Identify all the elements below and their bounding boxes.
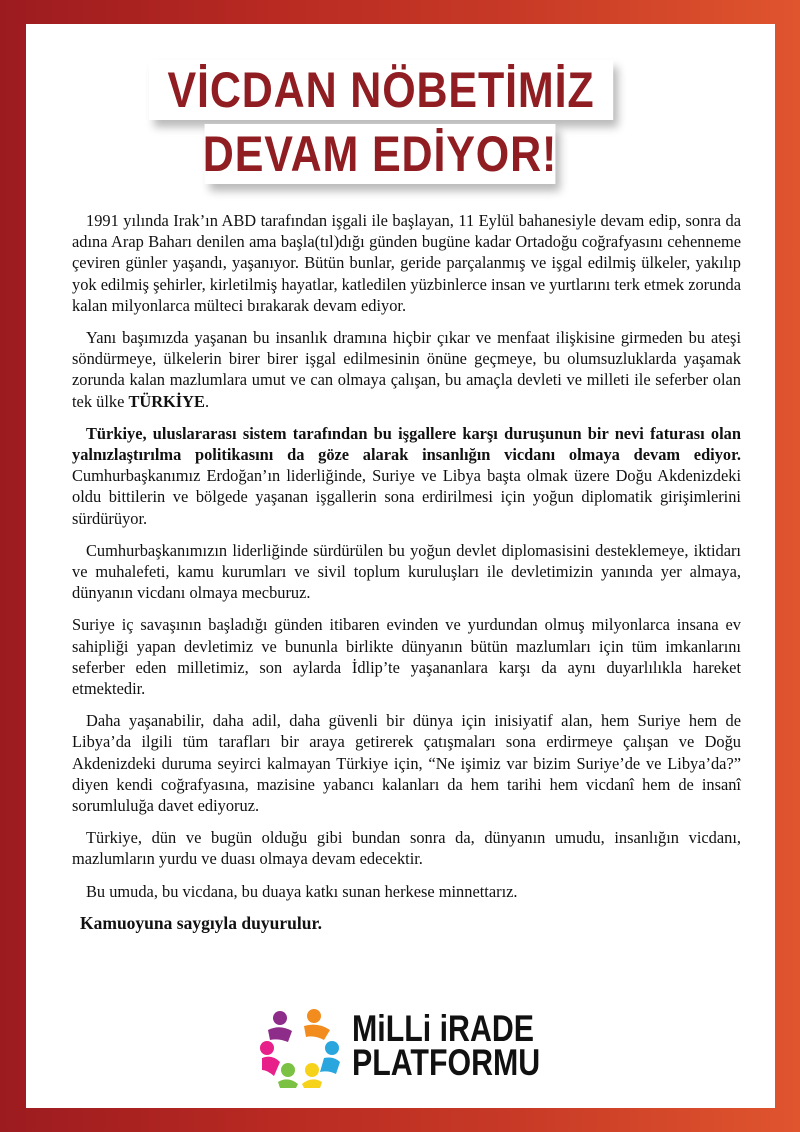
paragraph-2	[72, 327, 741, 412]
paragraph-8: Bu umuda, bu vicdana, bu duaya katkı sunan herkese minnettarız.	[86, 881, 518, 901]
paragraph-3-bold: Türkiye, uluslararası sistem tarafından bu işgallere karşı duruşunun bir nevi faturası olan yalnızlaştırılma politikasını da göze alarak insanlığın vicdanı olmaya devam ediyor.	[72, 423, 741, 465]
logo-figure-yellow	[302, 1063, 322, 1088]
title-line-2: DEVAM EDİYOR!	[202, 126, 558, 182]
paragraph-7: Türkiye, dün ve bugün olduğu gibi bundan sonra da, dünyanın umudu, insanlığın vicdanı, mazlumların yurdu ve duası olmaya devam edecektir.	[72, 828, 741, 869]
logo-line-2: PLATFORMU	[352, 1042, 541, 1083]
title-line-1: VİCDAN NÖBETİMİZ	[149, 60, 613, 120]
paragraph-3	[72, 423, 741, 529]
paragraph-2-end: .	[204, 391, 210, 411]
paragraph-2-emphasis: TÜRKİYE	[128, 391, 205, 411]
document-body	[72, 210, 741, 945]
logo-figure-purple	[268, 1011, 292, 1042]
people-circle-logo-icon	[258, 1004, 342, 1088]
platform-logo	[258, 1004, 582, 1088]
document-page	[26, 24, 775, 1108]
paragraph-1: 1991 yılında Irak’ın ABD tarafından işgali ile başlayan, 11 Eylül bahanesiyle devam edip, sonra da adına Arap Baharı denilen ama başla(tıl)dığı günden bugüne kadar Ortadoğu coğrafyasını cehenneme çeviren günler yaşandı, yaşanıyor. Bütün bunlar, geride parçalanmış ve işgal edilmiş ülkeler, yakılıp yok edilmiş şehirler, kirletilmiş hayatlar, katledilen yüzbinlerce insan ve yurtlarını terk etmek zorunda kalan milyonlarca mülteci bırakarak devam ediyor.	[72, 211, 741, 315]
logo-wordmark	[352, 1008, 541, 1083]
logo-figure-pink	[260, 1041, 280, 1076]
logo-figure-green	[278, 1063, 298, 1088]
paragraph-3-text: Cumhurbaşkanımız Erdoğan’ın liderliğinde, Suriye ve Libya başta olmak üzere Doğu Akdenizdeki oldu bittilerin ve bölgede yaşanan işgallerin sona erdirilmesi için yoğun diplomatik girişimlerini sürdürüyor.	[72, 466, 741, 528]
paragraph-4: Cumhurbaşkanımızın liderliğinde sürdürülen bu yoğun devlet diplomasisini desteklemeye, iktidarı ve muhalefeti, kamu kurumları ve sivil toplum kuruluşları ile devletimizin yanında yer almaya, dünyanın vicdanı olmaya mecburuz.	[72, 540, 741, 603]
paragraph-5: Suriye iç savaşının başladığı günden itibaren evinden ve yurdundan olmuş milyonlarca insana ev sahipliği yapan devletimiz ve bununla birlikte dünyanın bütün mazlumları için tüm imkanlarını seferber eden milletimiz, son aylarda İdlip’te yaşananlara karşı da aynı duyarlılıkla hareket etmektedir.	[72, 615, 741, 699]
logo-center	[290, 1038, 310, 1058]
logo-figure-blue	[320, 1041, 340, 1074]
closing-statement: Kamuoyuna saygıyla duyurulur.	[80, 912, 323, 933]
paragraph-2-text: Yanı başımızda yaşanan bu insanlık dramına hiçbir çıkar ve menfaat ilişkisine girmeden bu ateşi söndürmeye, ülkelerin birer birer işgal edilmesinin önüne geçmeye, bu olumsuzluklarda yaşamak zorunda kalan mazlumlara umut ve can olmaya çalışan, bu amaçla devleti ve milleti ile seferber olan tek ülke	[72, 328, 741, 411]
logo-line-1: MiLLi iRADE	[352, 1008, 535, 1049]
paragraph-6: Daha yaşanabilir, daha adil, daha güvenli bir dünya için inisiyatif alan, hem Suriye hem de Libya’da ilgili tüm tarafları bir araya getirerek çatışmaları sona erdirmeye çalışan ve Doğu Akdenizdeki duruma seyirci kalmayan Türkiye için, “Ne işimiz var bizim Suriye’de ve Libya’da?” diyen kendi coğrafyasına, mazisine yabancı kalanları da hem tarihi hem vicdanî hem de insanî sorumluluğa davet ediyoruz.	[72, 711, 741, 816]
logo-figure-orange	[304, 1009, 330, 1040]
